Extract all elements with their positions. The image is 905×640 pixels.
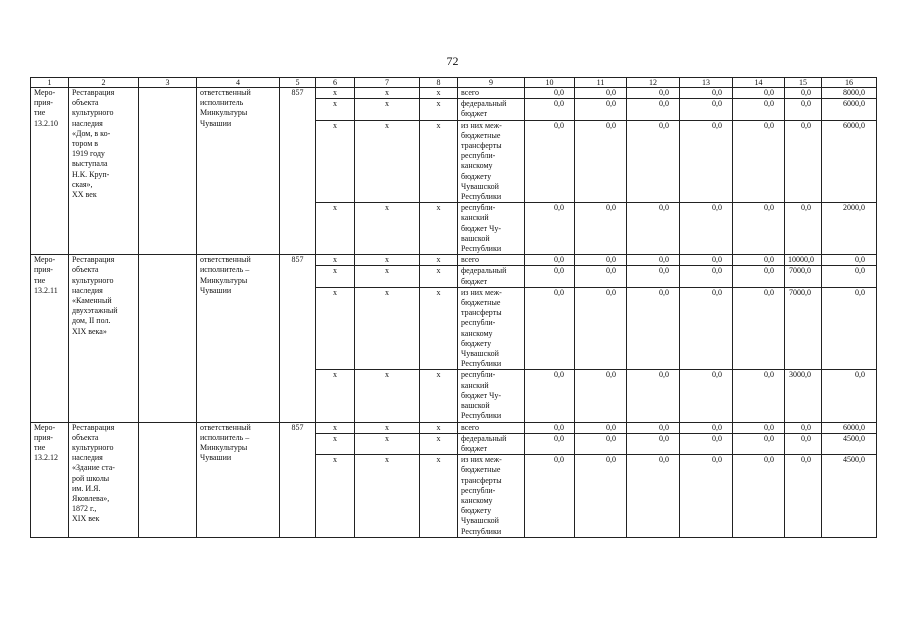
text-line: Республики [461,526,502,536]
text-line: ская», [72,179,93,189]
text-line: ХХ век [72,190,97,200]
amount-cell-13: 0,0 [680,255,733,266]
text-line: наследия [72,285,103,295]
text-line: бюджету [461,171,492,181]
text-line: всего [461,255,480,265]
text-line: 13.2.10 [34,118,58,128]
amount-cell-12: 0,0 [627,88,680,99]
text-line: из них меж- [461,120,502,130]
amount-cell-14: 0,0 [733,433,785,454]
text-line: федеральный [461,266,507,276]
code-x-cell: x [355,287,420,370]
executor-cell [197,255,280,422]
code-x-cell: x [316,203,355,255]
amount-cell-13: 0,0 [680,203,733,255]
text-line: тие [34,108,46,118]
amount-cell-16: 0,0 [822,266,877,287]
code-x-cell: x [420,455,458,538]
amount-cell-12: 0,0 [627,99,680,120]
text-line: всего [461,88,480,97]
amount-cell-14: 0,0 [733,422,785,433]
text-line: тором в [72,139,99,149]
text-line: «Каменный [72,296,112,306]
amount-cell-10: 0,0 [525,455,575,538]
amount-cell-13: 0,0 [680,99,733,120]
column-number-1: 1 [31,78,69,88]
code-x-cell: x [420,287,458,370]
code-x-cell: x [355,422,420,433]
text-line: бюджет [461,443,488,453]
text-line: республи- [461,318,496,328]
text-line: культурного [72,442,114,452]
amount-cell-15: 7000,0 [785,266,822,287]
amount-cell-12: 0,0 [627,203,680,255]
text-line: Республики [461,192,502,202]
amount-cell-10: 0,0 [525,422,575,433]
text-line: вашской [461,233,490,243]
code-cell: 857 [280,422,316,537]
amount-cell-10: 0,0 [525,433,575,454]
code-x-cell: x [316,255,355,266]
code-cell: 857 [280,255,316,422]
text-line: канский [461,213,489,223]
text-line: наследия [72,118,103,128]
amount-cell-15: 3000,0 [785,370,822,422]
column-number-2: 2 [69,78,139,88]
amount-cell-15: 0,0 [785,88,822,99]
code-x-cell: x [316,120,355,203]
text-line: бюджету [461,338,492,348]
text-line: вашской [461,401,490,411]
object-name-cell [69,255,139,422]
text-line: прия- [34,98,53,108]
text-line: объекта [72,432,99,442]
text-line: республи- [461,370,496,380]
text-line: ответственный [200,422,251,432]
text-line: бюджету [461,506,492,516]
amount-cell-10: 0,0 [525,120,575,203]
text-line: прия- [34,432,53,442]
text-line: 13.2.12 [34,453,58,463]
text-line: Республики [461,244,502,254]
amount-cell-13: 0,0 [680,433,733,454]
funding-source-cell [458,255,525,266]
code-cell: 857 [280,88,316,255]
amount-cell-14: 0,0 [733,287,785,370]
text-line: Чувашии [200,453,232,463]
text-line: бюджетные [461,465,501,475]
text-line: Республики [461,359,502,369]
text-line: Минкультуры [200,442,248,452]
executor-cell [197,422,280,537]
column-number-9: 9 [458,78,525,88]
column-number-row [31,78,877,88]
funding-source-cell [458,88,525,99]
amount-cell-16: 4500,0 [822,433,877,454]
text-line: рой школы [72,473,110,483]
text-line: Меро- [34,88,56,97]
amount-cell-14: 0,0 [733,266,785,287]
amount-cell-10: 0,0 [525,255,575,266]
code-x-cell: x [355,266,420,287]
code-x-cell: x [420,203,458,255]
column-number-10: 10 [525,78,575,88]
page-number: 72 [446,54,459,68]
column-number-14: 14 [733,78,785,88]
funding-source-cell [458,203,525,255]
funding-source-cell [458,433,525,454]
amount-cell-15: 0,0 [785,99,822,120]
amount-cell-16: 0,0 [822,255,877,266]
amount-cell-11: 0,0 [575,455,627,538]
code-x-cell: x [420,120,458,203]
amount-cell-15: 10000,0 [785,255,822,266]
text-line: двухэтажный [72,306,118,316]
empty-cell [139,255,197,422]
funding-source-cell [458,266,525,287]
text-line: республи- [461,485,496,495]
column-number-4: 4 [197,78,280,88]
amount-cell-15: 0,0 [785,433,822,454]
text-line: Меро- [34,255,56,265]
amount-cell-13: 0,0 [680,88,733,99]
column-number-16: 16 [822,78,877,88]
column-number-12: 12 [627,78,680,88]
amount-cell-11: 0,0 [575,99,627,120]
executor-cell [197,88,280,255]
amount-cell-10: 0,0 [525,287,575,370]
code-x-cell: x [316,455,355,538]
code-x-cell: x [355,99,420,120]
text-line: тие [34,442,46,452]
text-line: Чувашии [200,118,232,128]
text-line: республи- [461,151,496,161]
code-x-cell: x [420,266,458,287]
amount-cell-14: 0,0 [733,370,785,422]
code-x-cell: x [355,455,420,538]
code-x-cell: x [420,433,458,454]
event-id-cell [31,422,69,537]
column-number-8: 8 [420,78,458,88]
text-line: канскому [461,495,493,505]
object-name-cell [69,422,139,537]
amount-cell-12: 0,0 [627,266,680,287]
column-number-3: 3 [139,78,197,88]
amount-cell-12: 0,0 [627,120,680,203]
amount-cell-11: 0,0 [575,203,627,255]
text-line: Реставрация [72,255,115,265]
code-x-cell: x [316,99,355,120]
amount-cell-11: 0,0 [575,287,627,370]
text-line: Н.К. Круп- [72,169,110,179]
empty-cell [139,422,197,537]
text-line: канскому [461,328,493,338]
text-line: республи- [461,203,496,213]
code-x-cell: x [355,370,420,422]
amount-cell-10: 0,0 [525,266,575,287]
amount-cell-13: 0,0 [680,266,733,287]
amount-cell-13: 0,0 [680,455,733,538]
code-x-cell: x [355,203,420,255]
funding-source-cell [458,99,525,120]
empty-cell [139,88,197,255]
text-line: наследия [72,453,103,463]
text-line: Минкультуры [200,108,248,118]
amount-cell-11: 0,0 [575,88,627,99]
amount-cell-14: 0,0 [733,255,785,266]
text-line: 13.2.11 [34,285,58,295]
amount-cell-16: 0,0 [822,370,877,422]
amount-cell-10: 0,0 [525,203,575,255]
text-line: бюджет [461,276,488,286]
text-line: ответственный [200,88,251,97]
amount-cell-13: 0,0 [680,422,733,433]
table-row [31,422,877,433]
amount-cell-16: 8000,0 [822,88,877,99]
event-id-cell [31,255,69,422]
amount-cell-15: 7000,0 [785,287,822,370]
amount-cell-14: 0,0 [733,120,785,203]
text-line: тие [34,275,46,285]
amount-cell-12: 0,0 [627,455,680,538]
text-line: из них меж- [461,287,502,297]
text-line: трансферты [461,475,502,485]
text-line: Республики [461,411,502,421]
text-line: канскому [461,161,493,171]
table-body [31,78,877,538]
text-line: Чувашии [200,285,232,295]
amount-cell-16: 4500,0 [822,455,877,538]
amount-cell-13: 0,0 [680,370,733,422]
funding-source-cell [458,455,525,538]
amount-cell-10: 0,0 [525,370,575,422]
text-line: Чувашской [461,181,499,191]
amount-cell-15: 0,0 [785,120,822,203]
text-line: исполнитель – [200,265,250,275]
text-line: исполнитель [200,98,244,108]
amount-cell-11: 0,0 [575,255,627,266]
funding-source-cell [458,120,525,203]
text-line: прия- [34,265,53,275]
amount-cell-13: 0,0 [680,120,733,203]
text-line: Реставрация [72,88,115,97]
amount-cell-11: 0,0 [575,422,627,433]
code-x-cell: x [316,266,355,287]
amount-cell-12: 0,0 [627,433,680,454]
column-number-15: 15 [785,78,822,88]
text-line: федеральный [461,433,507,443]
text-line: федеральный [461,99,507,109]
object-name-cell [69,88,139,255]
text-line: 1919 году [72,149,105,159]
amount-cell-15: 0,0 [785,203,822,255]
text-line: XIX века» [72,326,107,336]
funding-source-cell [458,287,525,370]
code-x-cell: x [420,255,458,266]
table-row [31,88,877,99]
code-x-cell: x [316,370,355,422]
code-x-cell: x [316,88,355,99]
code-x-cell: x [316,422,355,433]
text-line: дом, II пол. [72,316,111,326]
column-number-6: 6 [316,78,355,88]
text-line: трансферты [461,141,502,151]
amount-cell-11: 0,0 [575,433,627,454]
text-line: Чувашской [461,349,499,359]
text-line: исполнитель – [200,432,250,442]
code-x-cell: x [420,88,458,99]
amount-cell-16: 6000,0 [822,99,877,120]
text-line: культурного [72,108,114,118]
code-x-cell: x [420,99,458,120]
text-line: Минкультуры [200,275,248,285]
text-line: бюджет [461,109,488,119]
text-line: объекта [72,98,99,108]
code-x-cell: x [316,433,355,454]
amount-cell-11: 0,0 [575,266,627,287]
column-number-7: 7 [355,78,420,88]
column-number-11: 11 [575,78,627,88]
amount-cell-15: 0,0 [785,422,822,433]
amount-cell-12: 0,0 [627,287,680,370]
column-number-5: 5 [280,78,316,88]
amount-cell-13: 0,0 [680,287,733,370]
column-number-13: 13 [680,78,733,88]
event-id-cell [31,88,69,255]
text-line: объекта [72,265,99,275]
text-line: 1872 г., [72,504,97,514]
amount-cell-16: 0,0 [822,287,877,370]
text-line: бюджет Чу- [461,223,502,233]
amount-cell-12: 0,0 [627,255,680,266]
amount-cell-11: 0,0 [575,120,627,203]
amount-cell-12: 0,0 [627,422,680,433]
text-line: Меро- [34,422,56,432]
amount-cell-16: 6000,0 [822,120,877,203]
code-x-cell: x [355,433,420,454]
amount-cell-10: 0,0 [525,88,575,99]
text-line: ответственный [200,255,251,265]
amount-cell-14: 0,0 [733,203,785,255]
text-line: «Здание ста- [72,463,115,473]
funding-source-cell [458,370,525,422]
text-line: Реставрация [72,422,115,432]
code-x-cell: x [316,287,355,370]
text-line: бюджетные [461,298,501,308]
amount-cell-16: 6000,0 [822,422,877,433]
text-line: всего [461,422,480,432]
code-x-cell: x [355,120,420,203]
text-line: бюджетные [461,130,501,140]
amount-cell-16: 2000,0 [822,203,877,255]
amount-cell-11: 0,0 [575,370,627,422]
text-line: XIX век [72,514,100,524]
code-x-cell: x [420,370,458,422]
text-line: Яковлева», [72,493,110,503]
amount-cell-14: 0,0 [733,88,785,99]
code-x-cell: x [420,422,458,433]
text-line: канский [461,380,489,390]
text-line: «Дом, в ко- [72,128,111,138]
text-line: трансферты [461,308,502,318]
funding-table [30,77,877,538]
amount-cell-10: 0,0 [525,99,575,120]
text-line: Чувашской [461,516,499,526]
text-line: им. И.Я. [72,483,101,493]
amount-cell-14: 0,0 [733,455,785,538]
amount-cell-15: 0,0 [785,455,822,538]
amount-cell-12: 0,0 [627,370,680,422]
text-line: из них меж- [461,455,502,465]
text-line: бюджет Чу- [461,390,502,400]
text-line: культурного [72,275,114,285]
code-x-cell: x [355,88,420,99]
code-x-cell: x [355,255,420,266]
amount-cell-14: 0,0 [733,99,785,120]
text-line: выступала [72,159,108,169]
funding-source-cell [458,422,525,433]
table-row [31,255,877,266]
